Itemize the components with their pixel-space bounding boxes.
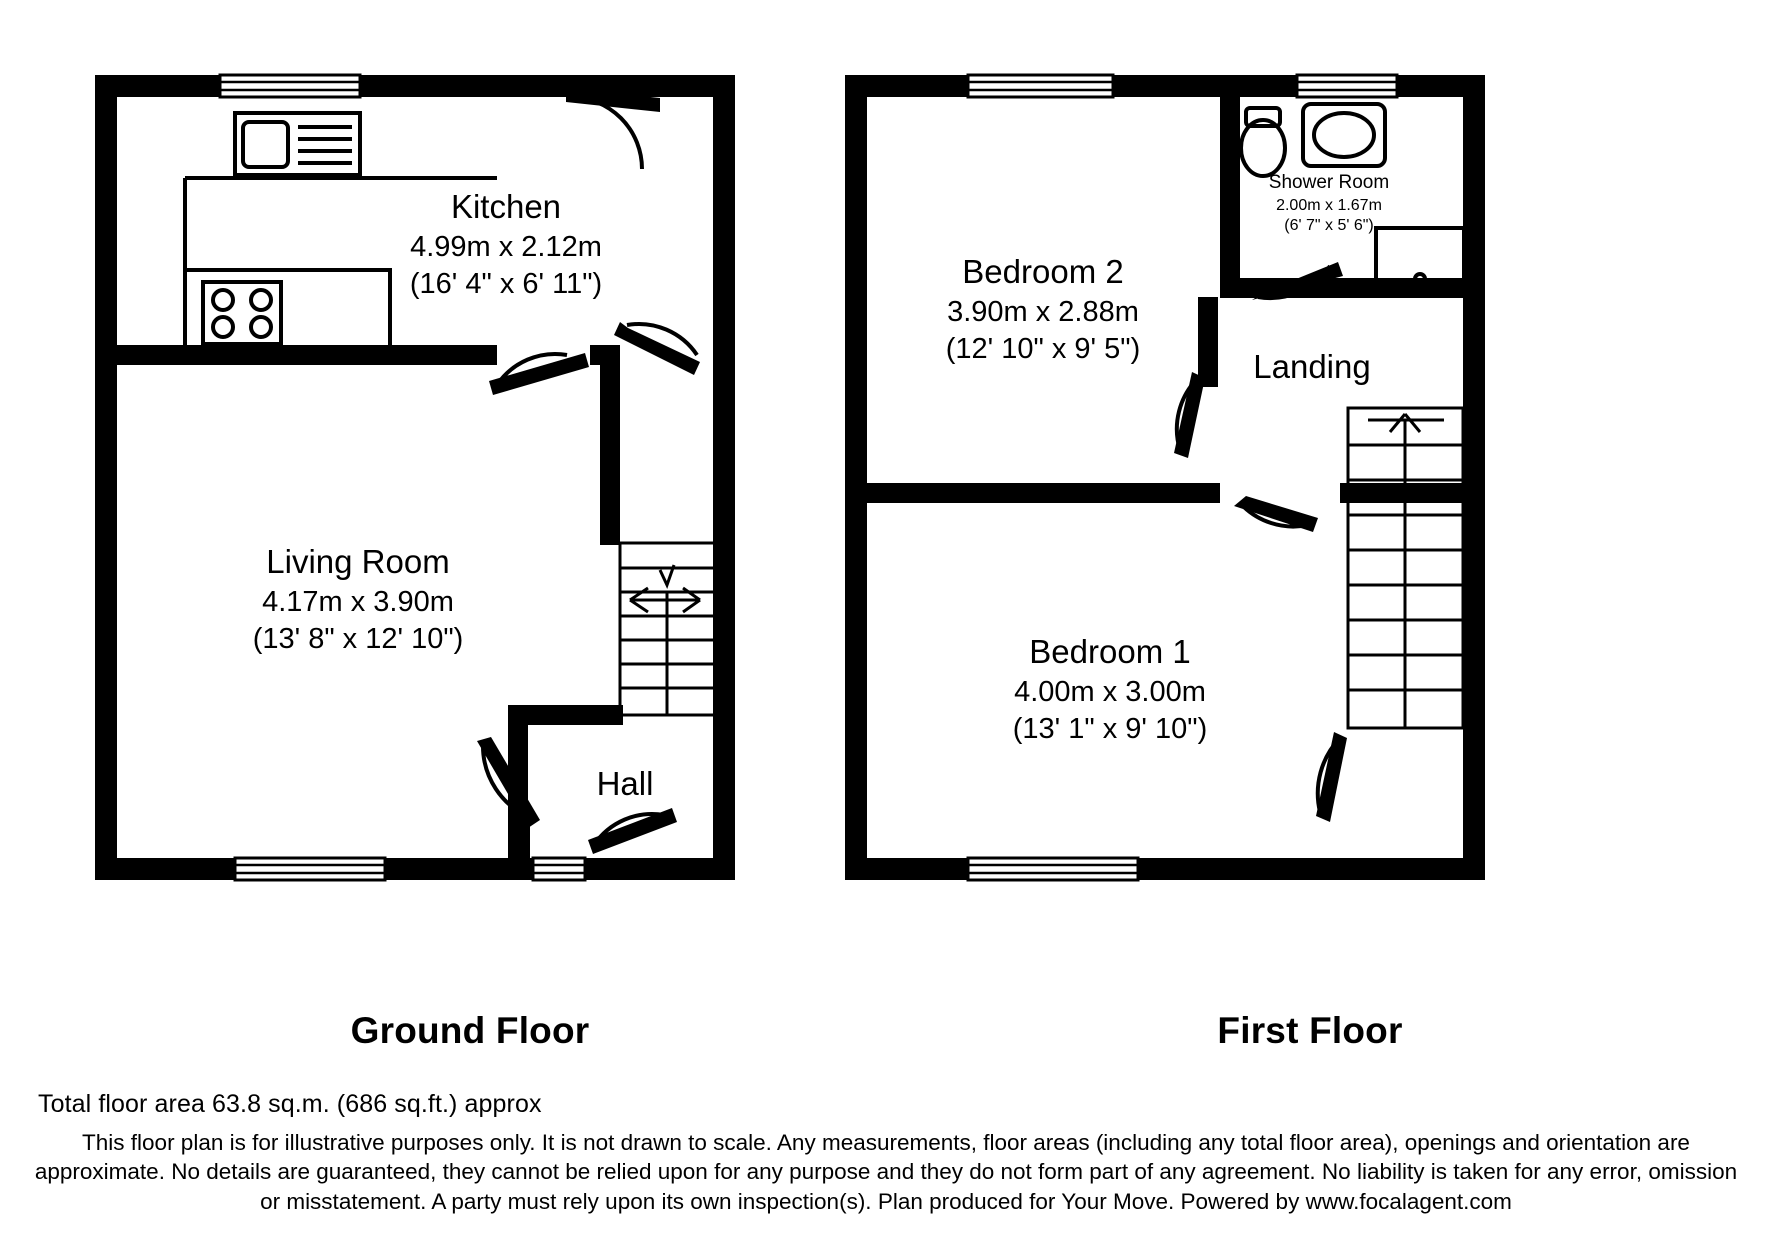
living-room-dim-metric: 4.17m x 3.90m [262, 586, 454, 618]
ground-door-hall-upper [614, 322, 700, 375]
ground-floor-walls [95, 75, 735, 880]
ground-window-top [220, 75, 360, 97]
first-floor-diagram [840, 0, 1670, 1000]
living-room-dim-imperial: (13' 8" x 12' 10") [252, 623, 464, 655]
hall-name: Hall [596, 765, 654, 802]
kitchen-sink-icon [235, 113, 360, 175]
disclaimer-text: This floor plan is for illustrative purposes only. It is not drawn to scale. Any measurements, floor areas (including any total floor area), openings and orientation are approximate. No details are guaranteed, they cannot be relied upon for any purpose and they do not form part of any agreement. No liability is taken for any error, omission or misstatement. A party must rely upon its own inspection(s). Plan produced for Your Move. Powered by www.focalagent.com [34, 1130, 1738, 1214]
bedroom1-dim-imperial: (13' 1" x 9' 10") [1012, 713, 1208, 745]
kitchen-dim-metric: 4.99m x 2.12m [410, 231, 602, 263]
ground-door-front-bottom [588, 808, 677, 854]
shower-room-dim-metric: 2.00m x 1.67m [1276, 197, 1382, 214]
first-stairs [1348, 408, 1463, 728]
bedroom2-dim-metric: 3.90m x 2.88m [947, 296, 1139, 328]
shower-room-dim-imperial: (6' 7" x 5' 6") [1284, 217, 1374, 234]
bedroom2-label-group [946, 253, 1140, 365]
first-floor-walls [845, 75, 1485, 880]
hall-label-group [597, 765, 654, 802]
ground-door-kitchen [489, 353, 589, 395]
kitchen-name: Kitchen [450, 188, 562, 225]
shower-room-name: Shower Room [1268, 172, 1390, 193]
ground-floor-diagram [0, 0, 840, 1000]
kitchen-dim-imperial: (16' 4" x 6' 11") [409, 268, 603, 300]
shower-room-label-group [1269, 172, 1389, 234]
kitchen-hob-icon [203, 282, 281, 344]
living-room-name: Living Room [266, 543, 450, 580]
total-floor-area-text: Total floor area 63.8 sq.m. (686 sq.ft.) approx [38, 1090, 542, 1118]
living-room-label-group [253, 543, 464, 655]
first-floor-caption: First Floor [1217, 1010, 1403, 1051]
ground-door-front-top [566, 88, 660, 169]
first-window-top-left [968, 75, 1113, 97]
toilet-icon [1241, 108, 1285, 176]
basin-icon [1303, 104, 1385, 166]
first-door-bedroom1 [1234, 496, 1318, 532]
bedroom1-dim-metric: 4.00m x 3.00m [1014, 676, 1206, 708]
first-door-bedroom2 [1174, 372, 1205, 458]
ground-window-bottom-right [533, 858, 585, 880]
bedroom1-label-group [1013, 633, 1207, 745]
landing-name: Landing [1253, 348, 1371, 385]
first-door-landing-bottom [1316, 732, 1347, 822]
bedroom2-name: Bedroom 2 [962, 253, 1124, 290]
ground-window-bottom-left [235, 858, 385, 880]
ground-floor-caption: Ground Floor [350, 1010, 590, 1051]
first-window-bottom [968, 858, 1138, 880]
kitchen-label-group [410, 188, 602, 300]
first-window-top-right [1297, 75, 1397, 97]
ground-stairs [620, 543, 715, 715]
landing-label-group [1253, 348, 1370, 385]
bedroom1-name: Bedroom 1 [1029, 633, 1191, 670]
bedroom2-dim-imperial: (12' 10" x 9' 5") [945, 333, 1141, 365]
